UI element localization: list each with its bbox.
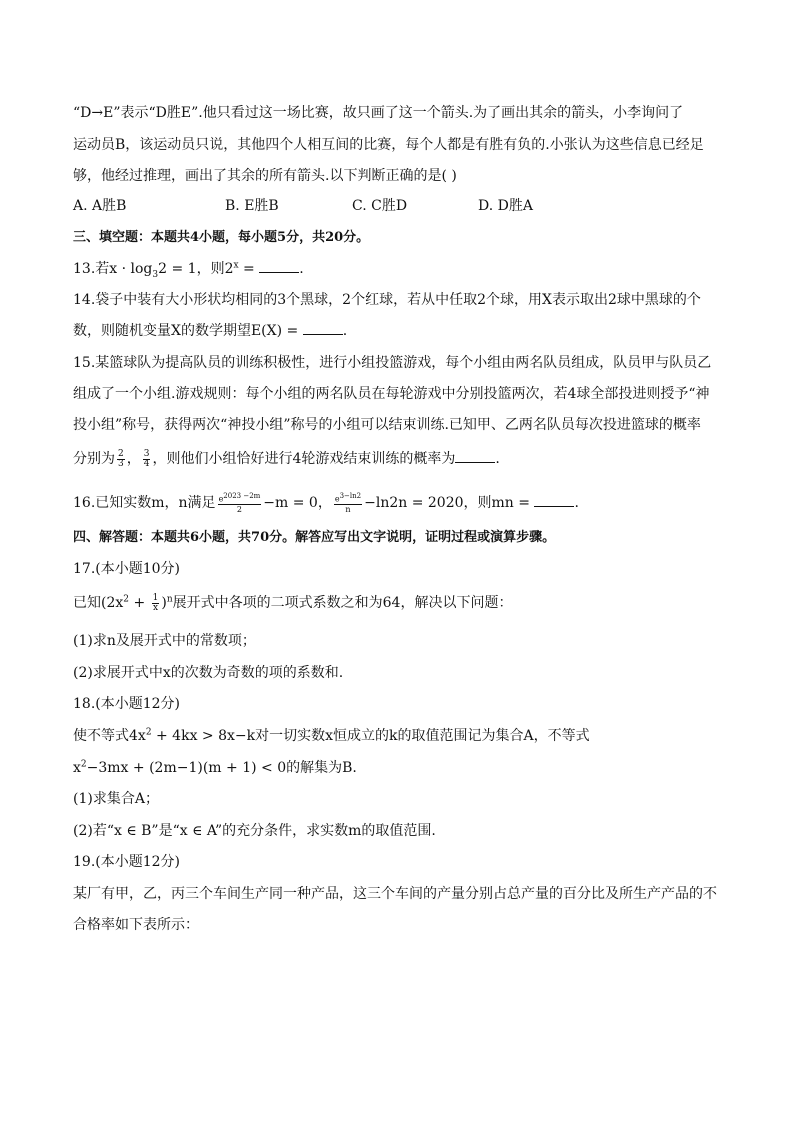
- q18-part-1: (1)求集合A；: [73, 791, 159, 807]
- q12-option-d: D. D胜A: [478, 198, 533, 214]
- q16-frac1-base: e: [218, 494, 224, 504]
- q15-frac2-numerator: 3: [143, 448, 150, 459]
- q15-line-4: 分别为 $\frac{2}{3}$ ， $\frac{3}{4}$ ，则他们小组恰好进行4轮游戏结束训练的概率为 .: [73, 448, 500, 469]
- q15-fraction-1: [117, 450, 125, 469]
- q15-frac2-denominator: 4: [143, 458, 150, 469]
- q16-frac1-numerator: [218, 492, 262, 505]
- q15-answer-blank: [455, 450, 495, 463]
- section-4-heading: 四、解答题：本题共6小题，共70分。解答应写出文字说明，证明过程或演算步骤。: [73, 530, 556, 545]
- q18-part-2: (2)若“x ∈ B”是“x ∈ A”的充分条件，求实数m的取值范围.: [73, 823, 436, 839]
- q18-title: 18.(本小题12分): [73, 696, 181, 712]
- q18-line-2-exp: 2: [80, 759, 87, 770]
- q12-option-b: B. E胜B: [225, 198, 279, 214]
- q17-stem: [73, 593, 733, 613]
- q14-line-2: 数，则随机变量X的数学期望E(X) = .: [73, 323, 348, 339]
- q13-exponent: x: [233, 260, 239, 271]
- q17-stem-n-exp: n: [166, 594, 173, 605]
- q16-prefix: 16.已知实数m，n满足: [73, 494, 216, 511]
- q15-frac1-numerator: 2: [118, 448, 124, 459]
- q17-stem-plus: +: [129, 595, 150, 611]
- q15-frac1-denominator: 3: [118, 458, 124, 469]
- q17-part-1: (1)求n及展开式中的常数项；: [73, 633, 256, 649]
- q16-frac1-denominator: 2: [236, 504, 242, 514]
- q16-answer-blank: [534, 494, 574, 507]
- q15-line-4-suffix: ，则他们小组恰好进行4轮游戏结束训练的概率为: [152, 451, 456, 467]
- q18-line-2: [73, 758, 733, 778]
- q13-line: 13.若$x \cdot \log_32 = 1$，则$2^x$ = .: [73, 260, 304, 280]
- q18-line-1-prefix: 使不等式4x: [73, 728, 146, 744]
- q19-line-2: 合格率如下表所示：: [73, 917, 199, 933]
- q17-stem-suffix: 展开式中各项的二项式系数之和为64，解决以下问题：: [172, 595, 513, 611]
- q13-answer-blank: [259, 260, 299, 273]
- q18-line-1-exp: 2: [145, 727, 152, 738]
- q13-log-base: 3: [152, 269, 159, 280]
- q16-frac2-numerator: [334, 492, 362, 505]
- q19-title: 19.(本小题12分): [73, 854, 181, 870]
- q17-frac-numerator: 1: [152, 592, 159, 603]
- q16-line: 16.已知实数m，n满足 $\frac{e^{2023 -2m}}{2}$ −m = 0， $\frac{e^{3-ln2}}{n}$ −ln2n = 2020，则mn = .: [73, 492, 579, 514]
- q15-line-4-prefix: 分别为: [73, 451, 115, 467]
- section-3-heading: 三、填空题：本题共4小题，每小题5分，共20分。: [73, 230, 370, 245]
- q12-option-a: A. A胜B: [73, 198, 127, 214]
- q12-text-line-3: 够，他经过推理，画出了其余的所有箭头.以下判断正确的是( ): [73, 168, 457, 184]
- q12-option-c: C. C胜D: [352, 198, 408, 214]
- q13-mid: 2 = 1，则2: [158, 261, 234, 277]
- q16-frac2-denominator: n: [345, 504, 351, 514]
- q16-fraction-1: [218, 492, 262, 514]
- q19-line-1: 某厂有甲，乙，丙三个车间生产同一种产品，这三个车间的产量分别占总产量的百分比及所生产产品的不: [73, 886, 717, 902]
- q14-answer-blank: [303, 322, 343, 335]
- q13-suffix: =: [238, 261, 260, 277]
- q16-frac1-exponent: 2023 −2m: [223, 492, 261, 500]
- q13-prefix: 13.若x · log: [73, 261, 153, 277]
- q15-line-3: 投小组”称号，获得两次“神投小组”称号的小组可以结束训练.已知甲、乙两名队员每次投进篮球的概率: [73, 417, 701, 433]
- q17-fraction: [152, 594, 160, 613]
- q18-line-1-suffix: + 4kx > 8x−k对一切实数x恒成立的k的取值范围记为集合A，不等式: [151, 728, 590, 744]
- q15-line-2: 组成了一个小组.游戏规则：每个小组的两名队员在每轮游戏中分别投篮两次，若4球全部投进则授予“神: [73, 386, 710, 402]
- q18-line-1: [73, 726, 733, 746]
- q12-text-line-1: “D→E”表示“D胜E”.他只看过这一场比赛，故只画了这一个箭头.为了画出其余的箭头，小李询问了: [73, 105, 684, 121]
- q14-line-2-text: 数，则随机变量X的数学期望E(X) =: [73, 323, 303, 339]
- q16-frac2-exponent: 3−ln2: [339, 492, 362, 500]
- q18-line-2-prefix: x: [73, 760, 81, 776]
- q15-line-1: 15.某篮球队为提高队员的训练积极性，进行小组投篮游戏，每个小组由两名队员组成，队员甲与队员乙: [73, 355, 712, 371]
- q16-mid-1: −m = 0，: [263, 494, 332, 511]
- q18-line-2-suffix: −3mx + (2m−1)(m + 1) < 0的解集为B.: [86, 760, 357, 776]
- q17-stem-close: ): [161, 595, 167, 611]
- q17-stem-prefix: 已知(2x: [73, 595, 124, 611]
- q14-line-1: 14.袋子中装有大小形状均相同的3个黑球，2个红球，若从中任取2个球，用X表示取出2球中黑球的个: [73, 292, 701, 308]
- q16-mid-2: −ln2n = 2020，则mn =: [364, 494, 535, 511]
- q17-title: 17.(本小题10分): [73, 561, 181, 577]
- q16-frac2-base: e: [334, 494, 340, 504]
- q17-stem-exp: 2: [123, 594, 129, 605]
- q17-part-2: (2)求展开式中x的次数为奇数的项的系数和.: [73, 665, 344, 681]
- q15-fraction-2: [143, 450, 151, 469]
- q17-frac-denominator: x: [152, 602, 159, 613]
- q16-fraction-2: [334, 492, 362, 514]
- q15-separator: ，: [126, 451, 141, 467]
- q12-text-line-2: 运动员B，该运动员只说，其他四个人相互间的比赛，每个人都是有胜有负的.小张认为这些信息已经足: [73, 137, 704, 153]
